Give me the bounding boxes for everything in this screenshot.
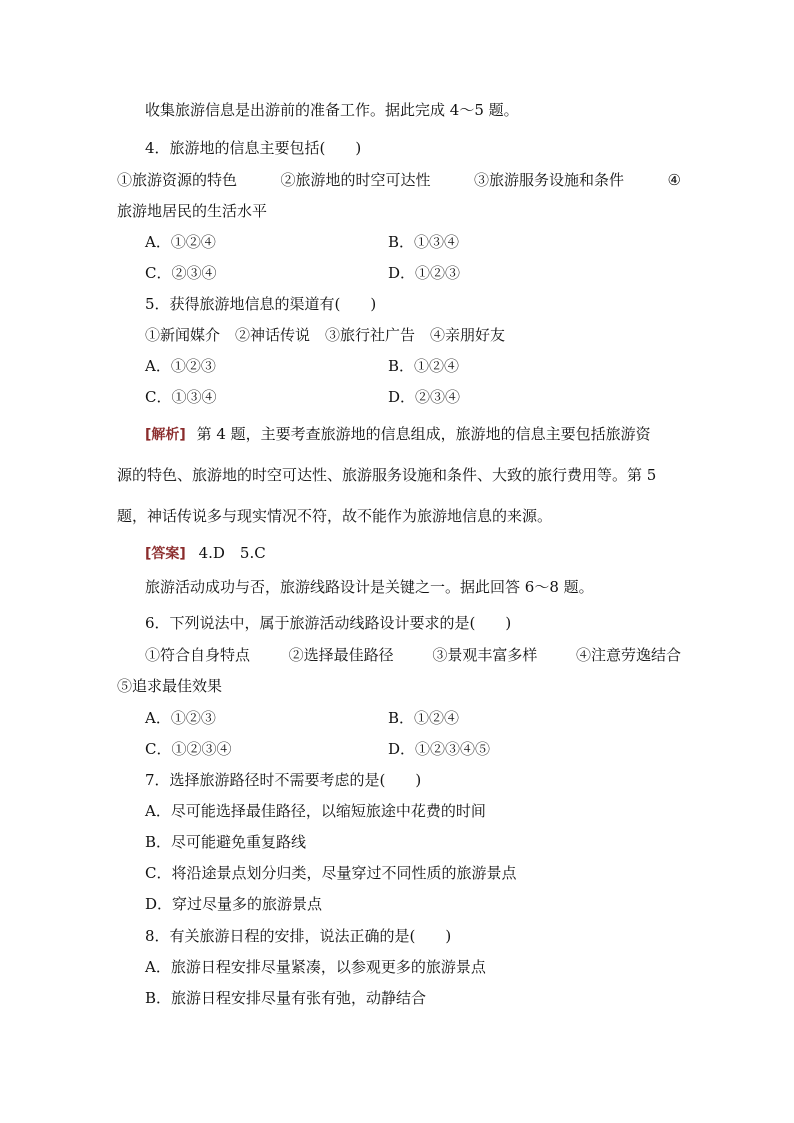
- q6-option-c: C．①②③④: [145, 740, 232, 758]
- q6-item-2: ②选择最佳路径: [288, 646, 394, 664]
- q5-option-a: A．①②③: [145, 357, 216, 375]
- question-8-stem: 8．有关旅游日程的安排，说法正确的是( ): [145, 927, 452, 945]
- q6-item-4: ④注意劳逸结合: [575, 646, 681, 664]
- q7-option-b: B．尽可能避免重复路线: [145, 833, 307, 851]
- answer-tag: [答案]: [145, 546, 186, 562]
- q4-option-d: D．①②③: [388, 264, 461, 282]
- analysis-tag: [解析]: [145, 427, 186, 443]
- q5-option-c: C．①③④: [145, 388, 217, 406]
- analysis-line-2: 源的特色、旅游地的时空可达性、旅游服务设施和条件、大致的旅行费用等。第 5: [117, 466, 657, 484]
- q6-option-a: A．①②③: [145, 709, 216, 727]
- q7-option-a: A．尽可能选择最佳路径，以缩短旅途中花费的时间: [145, 802, 486, 820]
- analysis-text-1: 第 4 题，主要考查旅游地的信息组成，旅游地的信息主要包括旅游资: [196, 425, 651, 443]
- answer-text: 4.D 5.C: [198, 544, 266, 562]
- question-5-items: ①新闻媒介 ②神话传说 ③旅行社广告 ④亲朋好友: [145, 326, 506, 344]
- q6-item-5: ⑤追求最佳效果: [117, 677, 223, 695]
- q4-item-4-text: 旅游地居民的生活水平: [117, 202, 268, 220]
- q5-option-d: D．②③④: [388, 388, 461, 406]
- q8-option-b: B．旅游日程安排尽量有张有弛，动静结合: [145, 989, 427, 1007]
- q4-item-4-marker: ④: [667, 171, 681, 189]
- q7-option-d: D．穿过尽量多的旅游景点: [145, 895, 323, 913]
- question-4-items: [117, 170, 681, 190]
- q4-option-a: A．①②④: [145, 233, 216, 251]
- q6-option-b: B．①②④: [388, 709, 460, 727]
- q4-option-c: C．②③④: [145, 264, 217, 282]
- analysis-line-3: 题，神话传说多与现实情况不符，故不能作为旅游地信息的来源。: [117, 507, 553, 525]
- intro-q6-8: 旅游活动成功与否，旅游线路设计是关键之一。据此回答 6～8 题。: [145, 578, 594, 596]
- question-4-stem: 4．旅游地的信息主要包括( ): [145, 139, 362, 157]
- question-6-stem: 6．下列说法中，属于旅游活动线路设计要求的是( ): [145, 614, 512, 632]
- question-6-items: [145, 645, 681, 665]
- answer-line: [145, 543, 266, 564]
- question-7-stem: 7．选择旅游路径时不需要考虑的是( ): [145, 771, 422, 789]
- q4-item-3: ③旅游服务设施和条件: [474, 171, 625, 189]
- question-5-stem: 5．获得旅游地信息的渠道有( ): [145, 295, 377, 313]
- q4-item-1: ①旅游资源的特色: [117, 171, 238, 189]
- analysis-line-1: [145, 424, 651, 445]
- q4-item-2: ②旅游地的时空可达性: [280, 171, 431, 189]
- q8-option-a: A．旅游日程安排尽量紧凑，以参观更多的旅游景点: [145, 958, 486, 976]
- q5-option-b: B．①②④: [388, 357, 460, 375]
- q6-option-d: D．①②③④⑤: [388, 740, 491, 758]
- q6-item-3: ③景观丰富多样: [432, 646, 538, 664]
- q7-option-c: C．将沿途景点划分归类，尽量穿过不同性质的旅游景点: [145, 864, 517, 882]
- q6-item-1: ①符合自身特点: [145, 646, 251, 664]
- q4-option-b: B．①③④: [388, 233, 460, 251]
- intro-q4-5: 收集旅游信息是出游前的准备工作。据此完成 4～5 题。: [145, 101, 519, 119]
